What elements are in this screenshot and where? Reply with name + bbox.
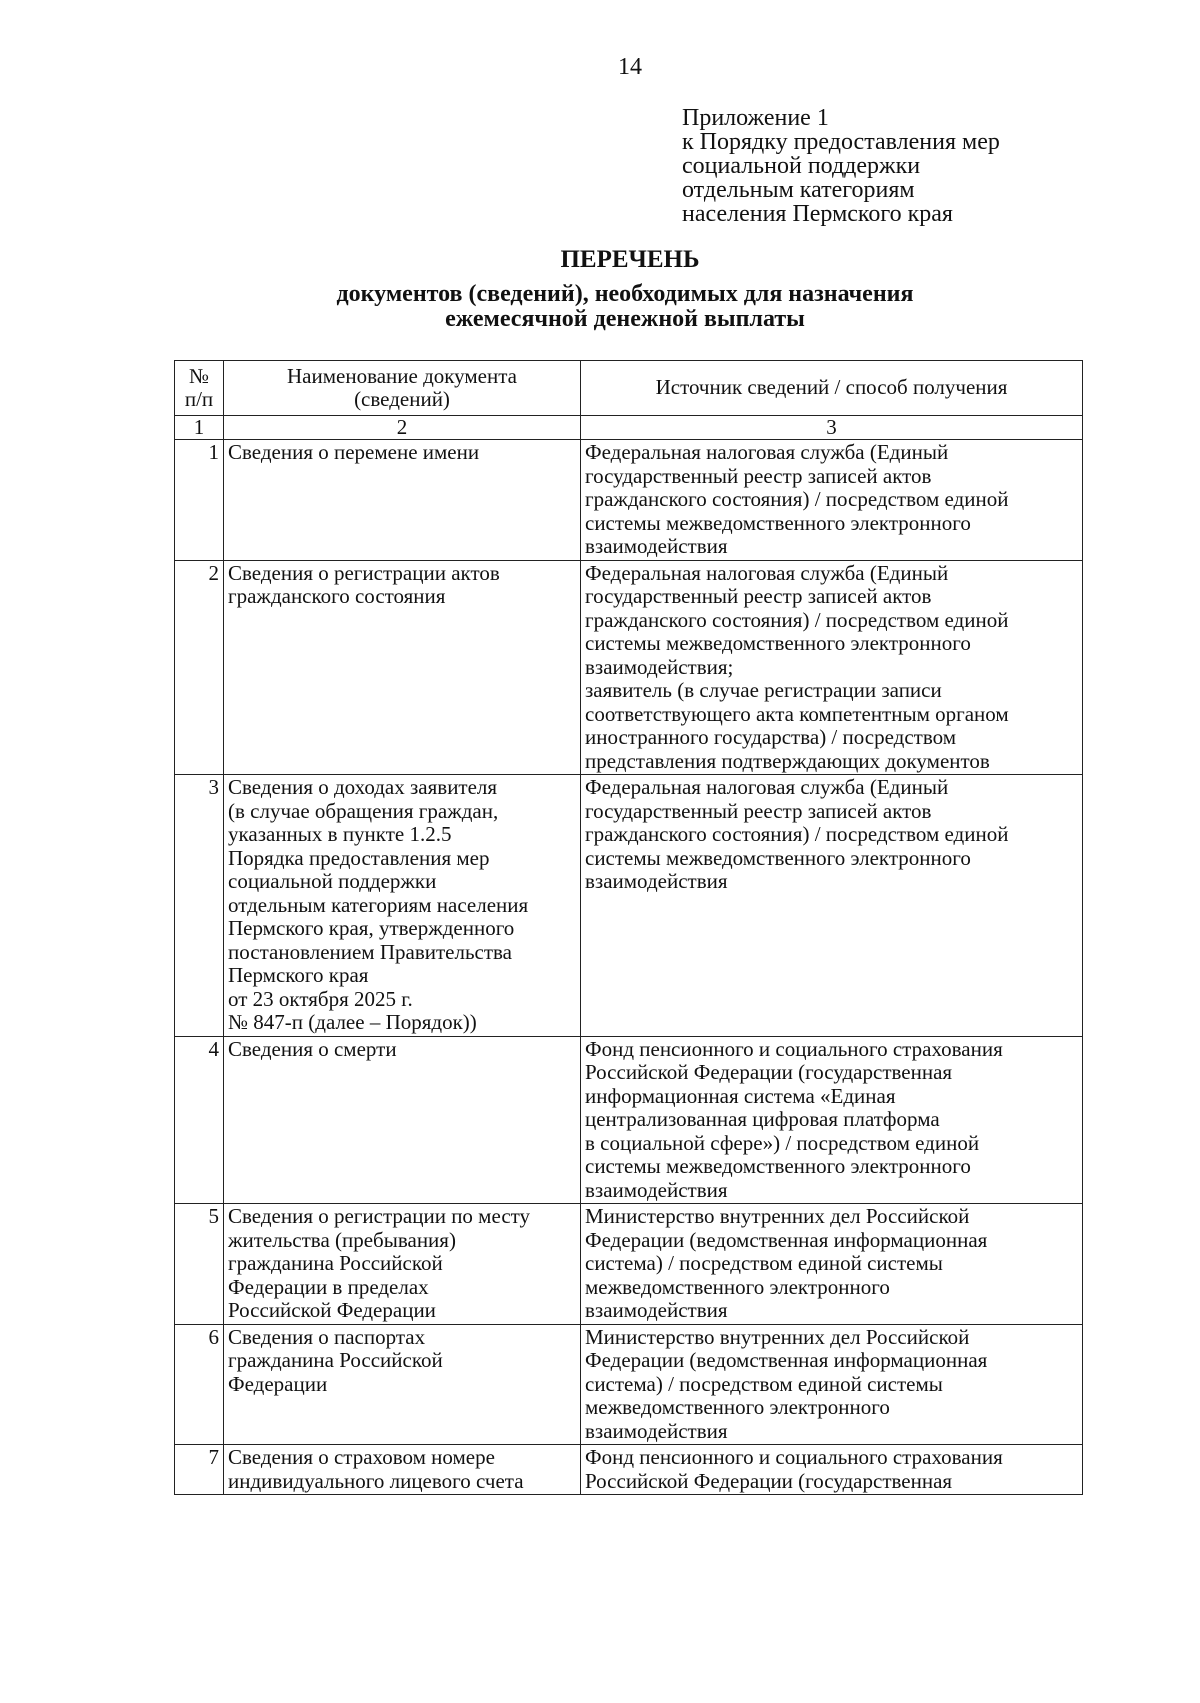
document-name-line: № 847-п (далее – Порядок)) bbox=[228, 1010, 477, 1034]
source-line: Фонд пенсионного и социального страхования bbox=[585, 1445, 1003, 1469]
header-number bbox=[175, 361, 224, 416]
document-subtitle bbox=[0, 282, 1200, 332]
header-line: Наименование документа bbox=[287, 363, 517, 388]
appendix-line: Приложение 1 bbox=[682, 105, 829, 131]
document-name-line: Сведения о смерти bbox=[228, 1036, 397, 1061]
document-name-line: Сведения о доходах заявителя bbox=[228, 775, 498, 799]
source-line: соответствующего акта компетентным органом bbox=[585, 701, 1009, 726]
source-line: система) / посредством единой системы bbox=[585, 1251, 943, 1275]
subtitle-line: документов (сведений), необходимых для назначения bbox=[336, 281, 914, 307]
source-line: Фонд пенсионного и социального страхования bbox=[585, 1036, 1003, 1061]
source-line: государственный реестр записей актов bbox=[585, 584, 932, 608]
row-number: 2 bbox=[175, 560, 224, 775]
source-line: система) / посредством единой системы bbox=[585, 1371, 943, 1396]
source-cell bbox=[581, 775, 1083, 1037]
source-line: системы межведомственного электронного bbox=[585, 510, 971, 535]
document-name-cell bbox=[224, 1036, 581, 1204]
source-line: межведомственного электронного bbox=[585, 1274, 890, 1299]
source-line: взаимодействия bbox=[585, 1418, 728, 1443]
row-number: 4 bbox=[175, 1036, 224, 1204]
document-name-cell bbox=[224, 1445, 581, 1495]
document-name-line: Пермского края bbox=[228, 963, 369, 987]
document-name-line: отдельным категориям населения bbox=[228, 892, 529, 917]
appendix-line: к Порядку предоставления мер bbox=[682, 129, 1000, 155]
header-document-name bbox=[224, 361, 581, 416]
document-name-line: гражданского состояния bbox=[228, 584, 446, 608]
source-line: системы межведомственного электронного bbox=[585, 1154, 971, 1178]
source-line: иностранного государства) / посредством bbox=[585, 725, 956, 749]
subtitle-line: ежемесячной денежной выплаты bbox=[445, 306, 805, 332]
document-name-line: Федерации в пределах bbox=[228, 1274, 429, 1299]
source-cell bbox=[581, 1445, 1083, 1495]
source-cell bbox=[581, 1036, 1083, 1204]
document-name-line: гражданина Российской bbox=[228, 1348, 443, 1372]
table-row bbox=[175, 1036, 1083, 1204]
document-name-line: от 23 октября 2025 г. bbox=[228, 986, 413, 1011]
source-line: государственный реестр записей актов bbox=[585, 463, 932, 488]
document-title: ПЕРЕЧЕНЬ bbox=[560, 246, 700, 273]
table-header-row bbox=[175, 361, 1083, 416]
table-row bbox=[175, 440, 1083, 561]
appendix-note bbox=[682, 106, 1000, 226]
documents-table bbox=[174, 360, 1083, 1495]
source-line: в социальной сфере») / посредством единой bbox=[585, 1130, 980, 1155]
document-name-line: жительства (пребывания) bbox=[228, 1227, 456, 1252]
source-line: Федеральная налоговая служба (Единый bbox=[585, 440, 949, 464]
document-name-cell bbox=[224, 440, 581, 561]
document-name-line: Порядка предоставления мер bbox=[228, 845, 490, 870]
document-name-line: указанных в пункте 1.2.5 bbox=[228, 822, 452, 846]
source-line: централизованная цифровая платформа bbox=[585, 1107, 940, 1131]
source-line: Министерство внутренних дел Российской bbox=[585, 1324, 970, 1349]
table-row bbox=[175, 775, 1083, 1037]
source-line: взаимодействия bbox=[585, 1177, 728, 1202]
source-line: взаимодействия bbox=[585, 1298, 728, 1322]
document-name-line: Сведения о регистрации по месту bbox=[228, 1204, 531, 1228]
row-number: 3 bbox=[175, 775, 224, 1037]
document-name-line: Сведения о паспортах bbox=[228, 1324, 426, 1349]
source-cell bbox=[581, 560, 1083, 775]
header-line: п/п bbox=[184, 387, 214, 411]
source-line: представления подтверждающих документов bbox=[585, 748, 990, 773]
source-cell bbox=[581, 440, 1083, 561]
header-line: (сведений) bbox=[354, 387, 450, 411]
source-line: Российской Федерации (государственная bbox=[585, 1468, 953, 1493]
document-name-line: Пермского края, утвержденного bbox=[228, 916, 515, 940]
document-name-line: социальной поддержки bbox=[228, 869, 437, 893]
document-name-line: Сведения о перемене имени bbox=[228, 440, 480, 464]
source-line: Федеральная налоговая служба (Единый bbox=[585, 775, 949, 799]
table-row bbox=[175, 560, 1083, 775]
source-line: Федерации (ведомственная информационная bbox=[585, 1348, 988, 1372]
document-name-line: гражданина Российской bbox=[228, 1251, 443, 1275]
document-name-line: Российской Федерации bbox=[228, 1298, 436, 1322]
column-number: 1 bbox=[175, 416, 224, 440]
document-name-line: индивидуального лицевого счета bbox=[228, 1468, 524, 1493]
source-line: заявитель (в случае регистрации записи bbox=[585, 678, 942, 702]
source-line: гражданского состояния) / посредством единой bbox=[585, 822, 1009, 846]
table-row bbox=[175, 1204, 1083, 1325]
column-number: 2 bbox=[224, 416, 581, 440]
document-name-line: постановлением Правительства bbox=[228, 939, 513, 964]
source-line: Министерство внутренних дел Российской bbox=[585, 1204, 970, 1228]
source-line: Федерации (ведомственная информационная bbox=[585, 1227, 988, 1252]
document-name-cell bbox=[224, 560, 581, 775]
row-number: 5 bbox=[175, 1204, 224, 1325]
source-line: системы межведомственного электронного bbox=[585, 845, 971, 870]
source-line: системы межведомственного электронного bbox=[585, 631, 971, 655]
row-number: 6 bbox=[175, 1324, 224, 1445]
document-name-cell bbox=[224, 775, 581, 1037]
header-source: Источник сведений / способ получения bbox=[581, 361, 1083, 416]
source-line: Российской Федерации (государственная bbox=[585, 1060, 953, 1084]
document-name-line: Федерации bbox=[228, 1371, 328, 1396]
source-line: информационная система «Единая bbox=[585, 1083, 896, 1108]
row-number: 1 bbox=[175, 440, 224, 561]
source-line: взаимодействия bbox=[585, 534, 728, 558]
source-line: гражданского состояния) / посредством единой bbox=[585, 607, 1009, 632]
column-number: 3 bbox=[581, 416, 1083, 440]
table-row bbox=[175, 1445, 1083, 1495]
appendix-line: социальной поддержки bbox=[682, 153, 921, 179]
source-line: взаимодействия bbox=[585, 869, 728, 893]
row-number: 7 bbox=[175, 1445, 224, 1495]
source-line: Федеральная налоговая служба (Единый bbox=[585, 560, 949, 585]
source-line: межведомственного электронного bbox=[585, 1395, 890, 1419]
page-number: 14 bbox=[618, 54, 642, 80]
column-number-row bbox=[175, 416, 1083, 440]
document-name-cell bbox=[224, 1324, 581, 1445]
document-name-line: Сведения о страховом номере bbox=[228, 1445, 495, 1469]
document-name-line: (в случае обращения граждан, bbox=[228, 798, 499, 823]
header-line: № bbox=[188, 363, 210, 388]
appendix-line: населения Пермского края bbox=[682, 201, 953, 227]
table-row bbox=[175, 1324, 1083, 1445]
source-line: государственный реестр записей актов bbox=[585, 798, 932, 823]
source-cell bbox=[581, 1324, 1083, 1445]
source-line: взаимодействия; bbox=[585, 654, 734, 679]
document-name-cell bbox=[224, 1204, 581, 1325]
appendix-line: отдельным категориям bbox=[682, 177, 915, 203]
document-name-line: Сведения о регистрации актов bbox=[228, 560, 500, 585]
source-line: гражданского состояния) / посредством единой bbox=[585, 487, 1009, 511]
source-cell bbox=[581, 1204, 1083, 1325]
